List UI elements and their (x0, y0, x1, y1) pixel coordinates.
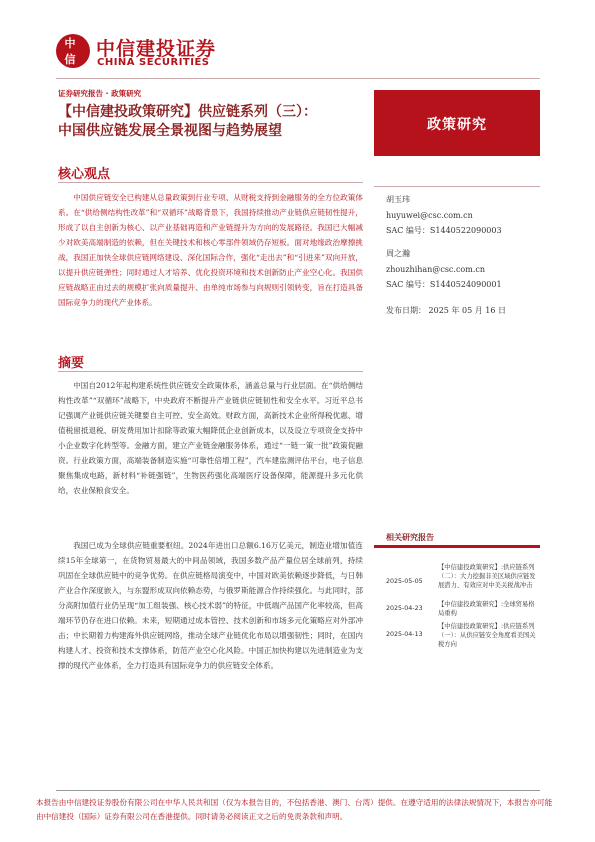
logo-mark: 中信 (64, 37, 75, 66)
author-email[interactable]: zhouzhihan@csc.com.cn (386, 265, 486, 274)
summary-heading: 摘要 (58, 356, 85, 371)
author-name: 周之瀚 (386, 249, 410, 258)
core-view-paragraph: 中国供应链安全已构建从总量政策到行业专项、从财税支持到金融服务的全方位政策体系。在“供给侧结构性改革”和“双循环”战略背景下，我国持续推动产业链供应链韧性提升，形成了以自主创新为核心、以产业基础再造和产业链提升为方向的发展路径。我国已大幅减少对欧美高端制造的依赖，但在关键技术和核心零部件领域仍存短板。面对地缘政治摩擦挑战，我国正加快全球供应链网络建设、深化国际合作，强化“走出去”和“引进来”双向开放，以提升供应链弹性；同时通过人才培养、优化投资环境和技术创新防止产业空心化。我国供应链战略正由过去的规模扩张向质量提升、由单纯市场参与向规则引领转变，旨在打造具备国际竞争力的现代产业体系。 (58, 193, 363, 307)
summary-paragraph-1: 中国自2012年起构建系统性供应链安全政策体系，涵盖总量与行业层面。在“供给侧结构性改革”“双循环”战略下，中央政府不断提升产业链供应链韧性和安全水平。习近平总书记强调产业链供应链关键要自主可控、安全高效。财政方面，高新技术企业所得税优惠、增值税留抵退税、研发费用加计扣除等政策大幅降低企业创新成本，以及设立专项资金支持中小企业数字化转型等。金融方面，建立产业链金融服务体系，通过“一链一策一批”政策促融资。行业政策方面，高端装备制造实施“可靠性倍增工程”，汽车建监测评估平台，电子信息聚焦集成电路，新材料“补链强链”，生物医药强化高端医疗设备保障，能源提升多元化供给，农业保粮食安全。 (58, 381, 363, 495)
report-title-line2: 中国供应链发展全景视图与趋势展望 (58, 123, 282, 139)
footer-divider (56, 790, 540, 791)
report-type-badge (374, 90, 540, 156)
related-report-link[interactable]: 【中信建投政策研究】:全球贸易格局重构 (438, 601, 535, 617)
publish-date: 发布日期： 2025 年 05 月 16 日 (386, 306, 506, 315)
company-logo-icon (56, 34, 90, 68)
report-type-label: 政策研究 (427, 117, 487, 133)
author-sac: SAC 编号：S1440524090001 (386, 280, 502, 289)
header-divider (56, 78, 540, 79)
related-reports-heading: 相关研究报告 (386, 533, 434, 542)
core-view-heading: 核心观点 (58, 167, 111, 182)
summary-paragraph-2: 我国已成为全球供应链重要枢纽。2024年进出口总额6.16万亿美元，制造业增加值连续15年全球第一，在货物贸易最大的中间品领域，我国多数产品产量位居全球前列，持续巩固在全球供应链中的竞争优势。在供应链格局演变中，中国对欧美依赖逐步降低，与日韩产业合作深度嵌入，与东盟形成双向依赖态势，与俄罗斯能源合作持续强化。与此同时，部分高附加值行业仍呈现“加工组装强、核心技术弱”的特征，中低端产品国产化率较高，但高端环节仍存在进口依赖。未来，短期通过成本管控、技术创新和市场多元化策略应对外部冲击；中长期着力构建海外供应链网络，推动全球产业链优化布局以增强韧性；同时，在国内构建人才、投资和技术支撑体系，防范产业空心化风险。中国正加快构建以先进制造业为支撑的现代产业体系，全力打造具有国际竞争力的供应链安全体系。 (58, 541, 363, 670)
disclaimer-text: 本报告由中信建投证券股份有限公司在中华人民共和国（仅为本报告目的，不包括香港、澳门、台湾）提供。在遵守适用的法律法规情况下，本报告亦可能由中信建投（国际）证券有限公司在香港提供。同时请务必阅读正文之后的免责条款和声明。 (36, 798, 553, 821)
summary-divider (58, 371, 363, 372)
related-report-link[interactable]: 【中信建投政策研究】:供应链系列（一）：从供应链安全角度看美国关税方向 (438, 623, 536, 648)
company-name: 中信建投证券 (96, 38, 217, 60)
author-email[interactable]: huyuwei@csc.com.cn (386, 211, 473, 220)
report-title-line1: 【中信建投政策研究】供应链系列（三）： (58, 104, 317, 120)
report-category: 证券研究报告 · 政策研究 (58, 89, 142, 98)
related-report-date: 2025-04-13 (386, 631, 423, 638)
related-reports-bar (374, 545, 540, 548)
core-view-divider (58, 182, 363, 183)
related-report-date: 2025-04-23 (386, 605, 423, 612)
related-report-link[interactable]: 【中信建投政策研究】:供应链系列（二）：大力挖掘非美区域供应链发展潜力、有效应对中美关税战冲击 (438, 564, 536, 589)
author-divider (374, 186, 540, 187)
author-name: 胡玉玮 (386, 195, 410, 204)
company-name-en: CHINA SECURITIES (97, 57, 210, 68)
related-report-date: 2025-05-05 (386, 578, 423, 585)
author-sac: SAC 编号：S1440522090003 (386, 226, 502, 235)
